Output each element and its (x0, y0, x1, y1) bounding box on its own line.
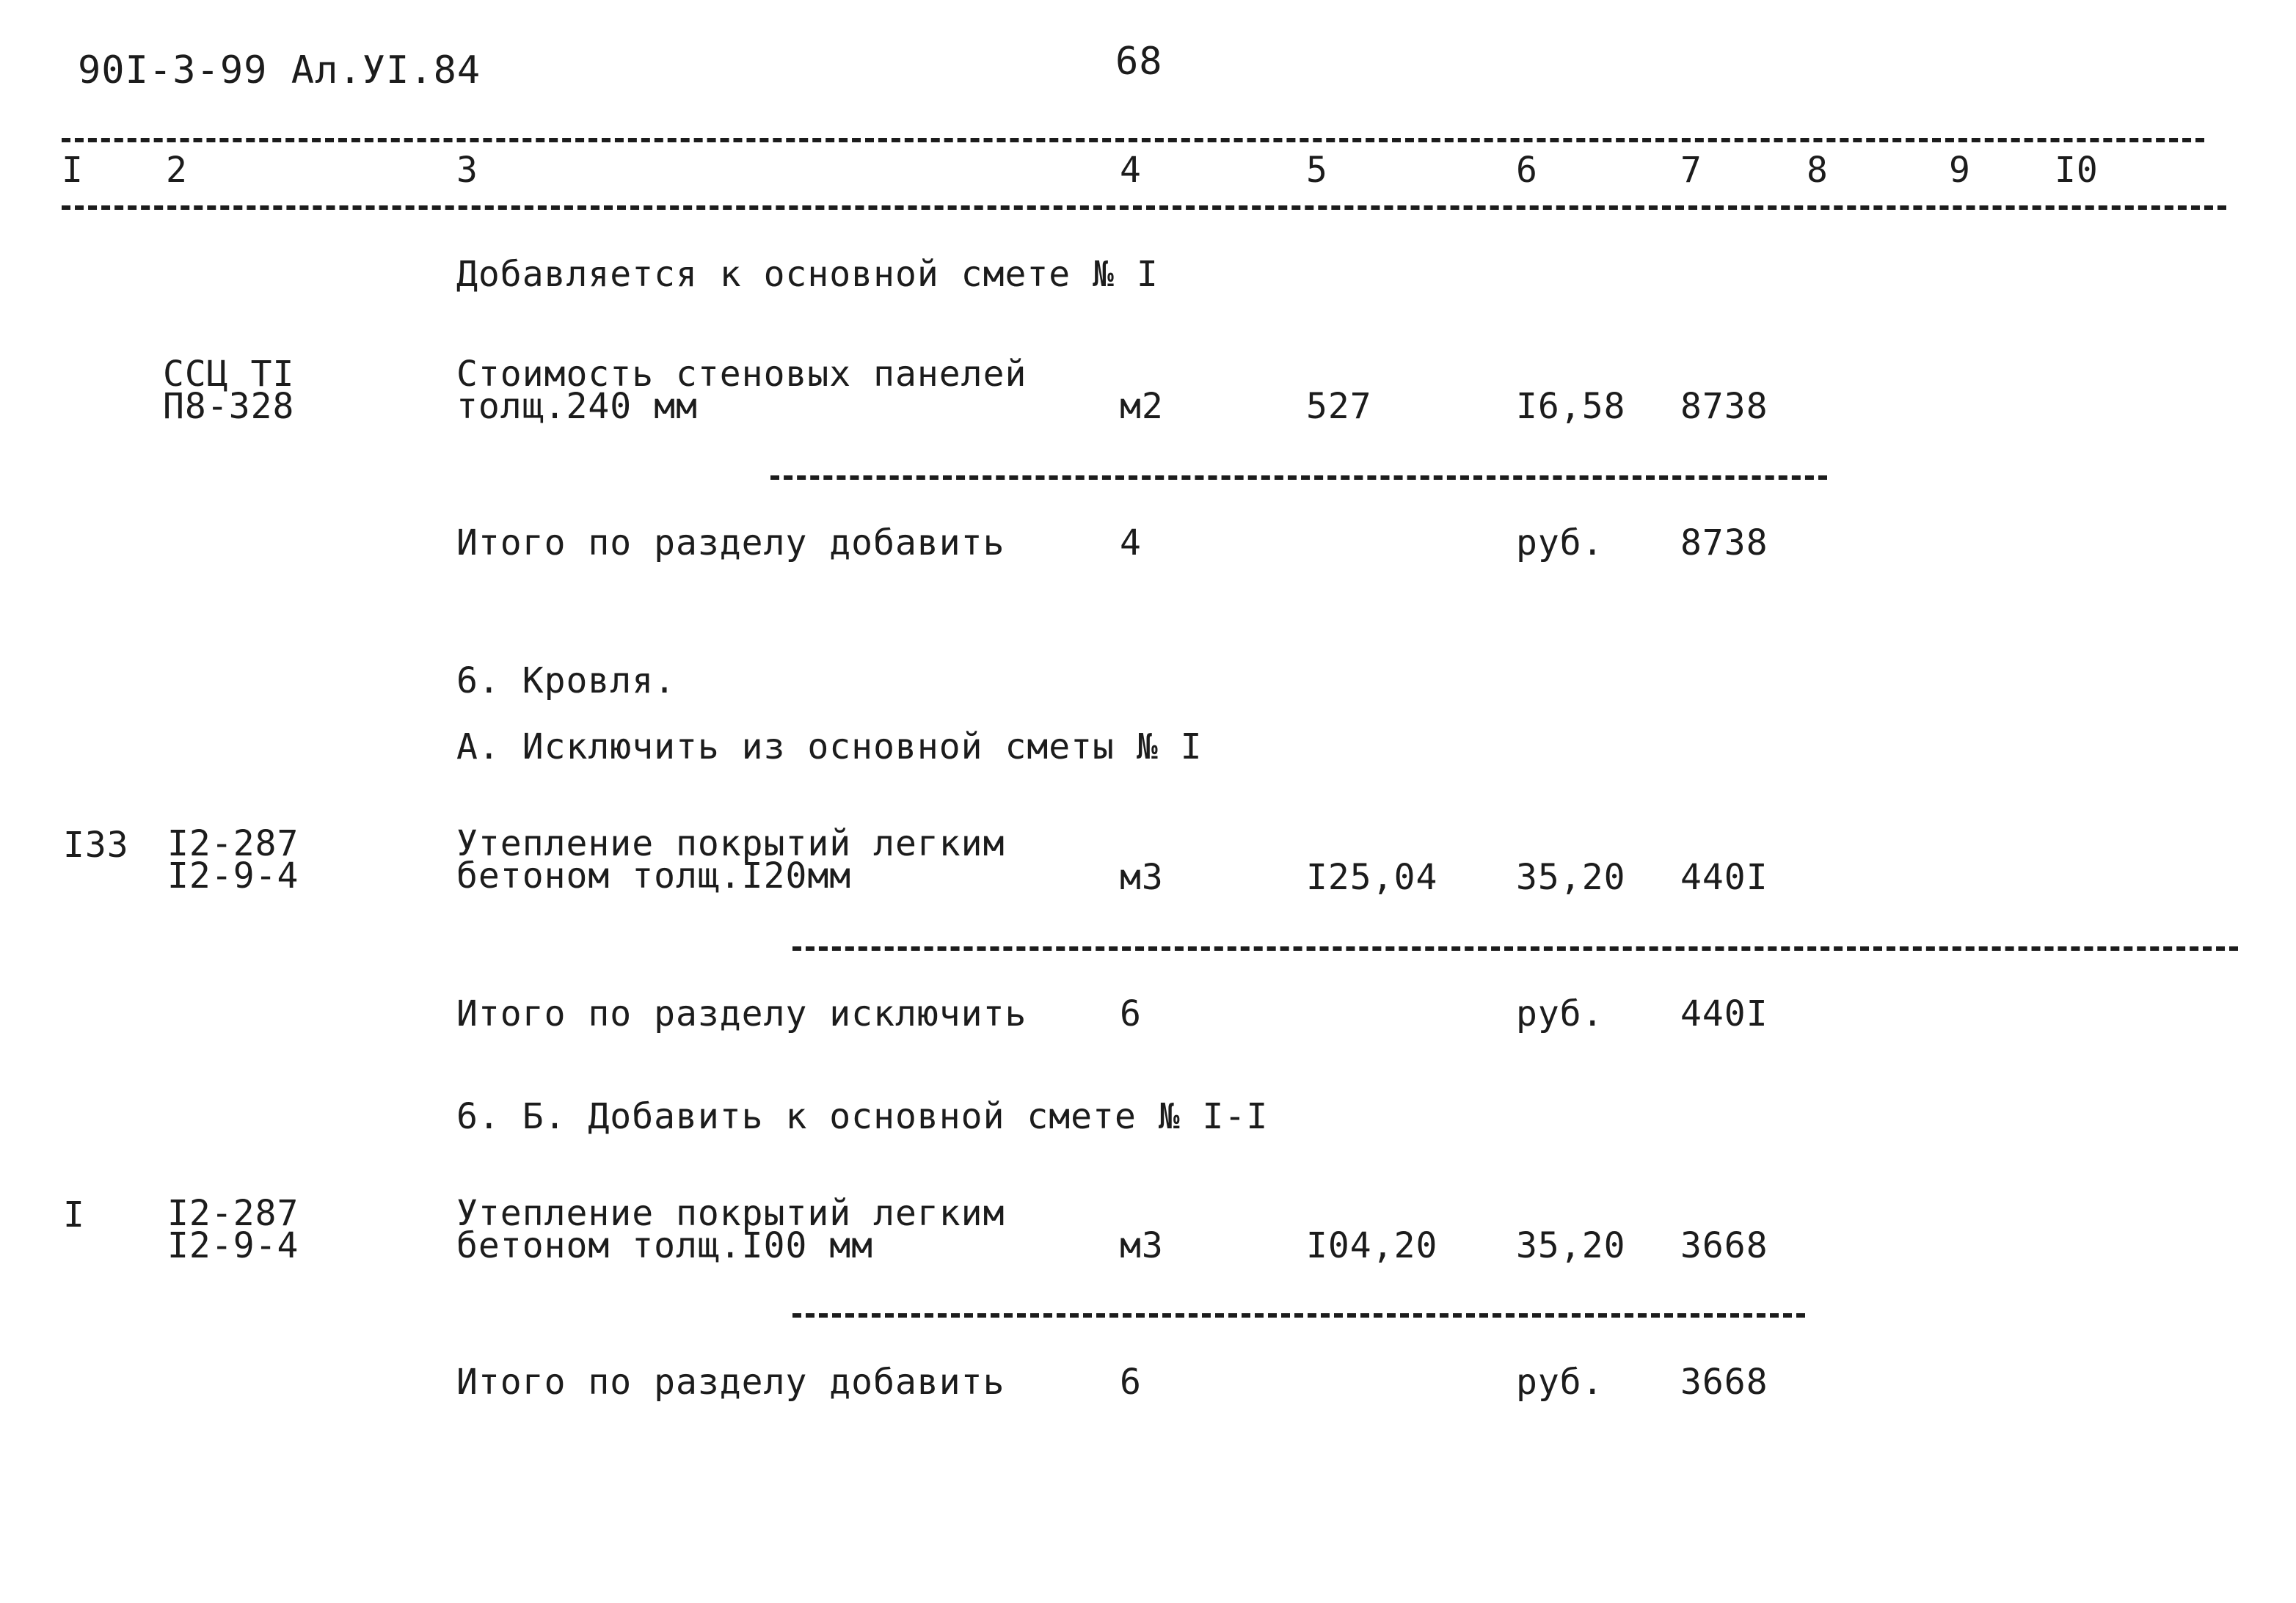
row-number: I (63, 1194, 85, 1235)
row-unit: м3 (1120, 1225, 1164, 1266)
code-line-2: I2-9-4 (167, 1225, 299, 1266)
subtotal-rule (792, 946, 2238, 951)
page-number: 68 (1115, 40, 1163, 84)
subtotal-label: Итого по разделу исключить (456, 993, 1027, 1034)
column-header-9: 9 (1949, 150, 1971, 191)
row-unit: м2 (1120, 386, 1164, 427)
row-unit: м3 (1120, 857, 1164, 898)
subtotal-currency: руб. (1516, 993, 1604, 1034)
description-line-2: бетоном толщ.I20мм (456, 855, 852, 897)
column-header-4: 4 (1120, 150, 1142, 191)
header-top-rule (62, 138, 2204, 142)
subtotal-total: 3668 (1680, 1362, 1768, 1403)
column-header-10: I0 (2055, 150, 2099, 191)
row-description (456, 1193, 1005, 1266)
subtotal-col4: 6 (1120, 993, 1142, 1034)
section-title-add-1: Добавляется к основной смете № I (456, 254, 1159, 295)
subtotal-col4: 4 (1120, 522, 1142, 563)
column-header-1: I (62, 150, 84, 191)
subtotal-col4: 6 (1120, 1362, 1142, 1403)
row-description (456, 354, 1027, 427)
subtotal-total: 440I (1680, 993, 1768, 1034)
column-header-2: 2 (166, 150, 188, 191)
description-line-1: Стоимость стеновых панелей (456, 354, 1027, 395)
section-title-add-2: 6. Б. Добавить к основной смете № I-I (456, 1096, 1269, 1137)
row-total: 440I (1680, 857, 1768, 898)
subtotal-rule (770, 475, 1827, 480)
code-line-2: I2-9-4 (167, 855, 299, 897)
subtotal-currency: руб. (1516, 522, 1604, 563)
row-code (163, 354, 295, 427)
row-total: 8738 (1680, 386, 1768, 427)
description-line-1: Утепление покрытий легким (456, 1193, 1005, 1234)
header-bottom-rule (62, 205, 2226, 210)
description-line-2: толщ.240 мм (456, 386, 698, 427)
row-description (456, 823, 1005, 897)
code-line-1: I2-287 (167, 823, 299, 864)
code-line-2: П8-328 (163, 386, 295, 427)
description-line-1: Утепление покрытий легким (456, 823, 1005, 864)
column-header-7: 7 (1680, 150, 1702, 191)
row-total: 3668 (1680, 1225, 1768, 1266)
document-code: 90I-3-99 Ал.УI.84 (78, 48, 481, 92)
code-line-1: I2-287 (167, 1193, 299, 1234)
row-unit-price: 35,20 (1516, 857, 1626, 898)
column-header-5: 5 (1306, 150, 1328, 191)
row-quantity: 527 (1306, 386, 1372, 427)
subtotal-label: Итого по разделу добавить (456, 1362, 1005, 1403)
description-line-2: бетоном толщ.I00 мм (456, 1225, 874, 1266)
subtotal-label: Итого по разделу добавить (456, 522, 1005, 563)
column-header-8: 8 (1807, 150, 1829, 191)
row-quantity: I04,20 (1306, 1225, 1438, 1266)
subtotal-total: 8738 (1680, 522, 1768, 563)
section-title-exclude: А. Исключить из основной сметы № I (456, 726, 1203, 767)
row-code (167, 1193, 299, 1266)
subtotal-currency: руб. (1516, 1362, 1604, 1403)
section-title-roof: 6. Кровля. (456, 660, 676, 701)
column-header-6: 6 (1516, 150, 1538, 191)
row-quantity: I25,04 (1306, 857, 1438, 898)
column-header-3: 3 (456, 150, 478, 191)
row-unit-price: 35,20 (1516, 1225, 1626, 1266)
row-code (167, 823, 299, 897)
row-number: I33 (63, 825, 129, 866)
code-line-1: ССЦ ТI (163, 354, 295, 395)
row-unit-price: I6,58 (1516, 386, 1626, 427)
subtotal-rule (792, 1313, 1805, 1318)
